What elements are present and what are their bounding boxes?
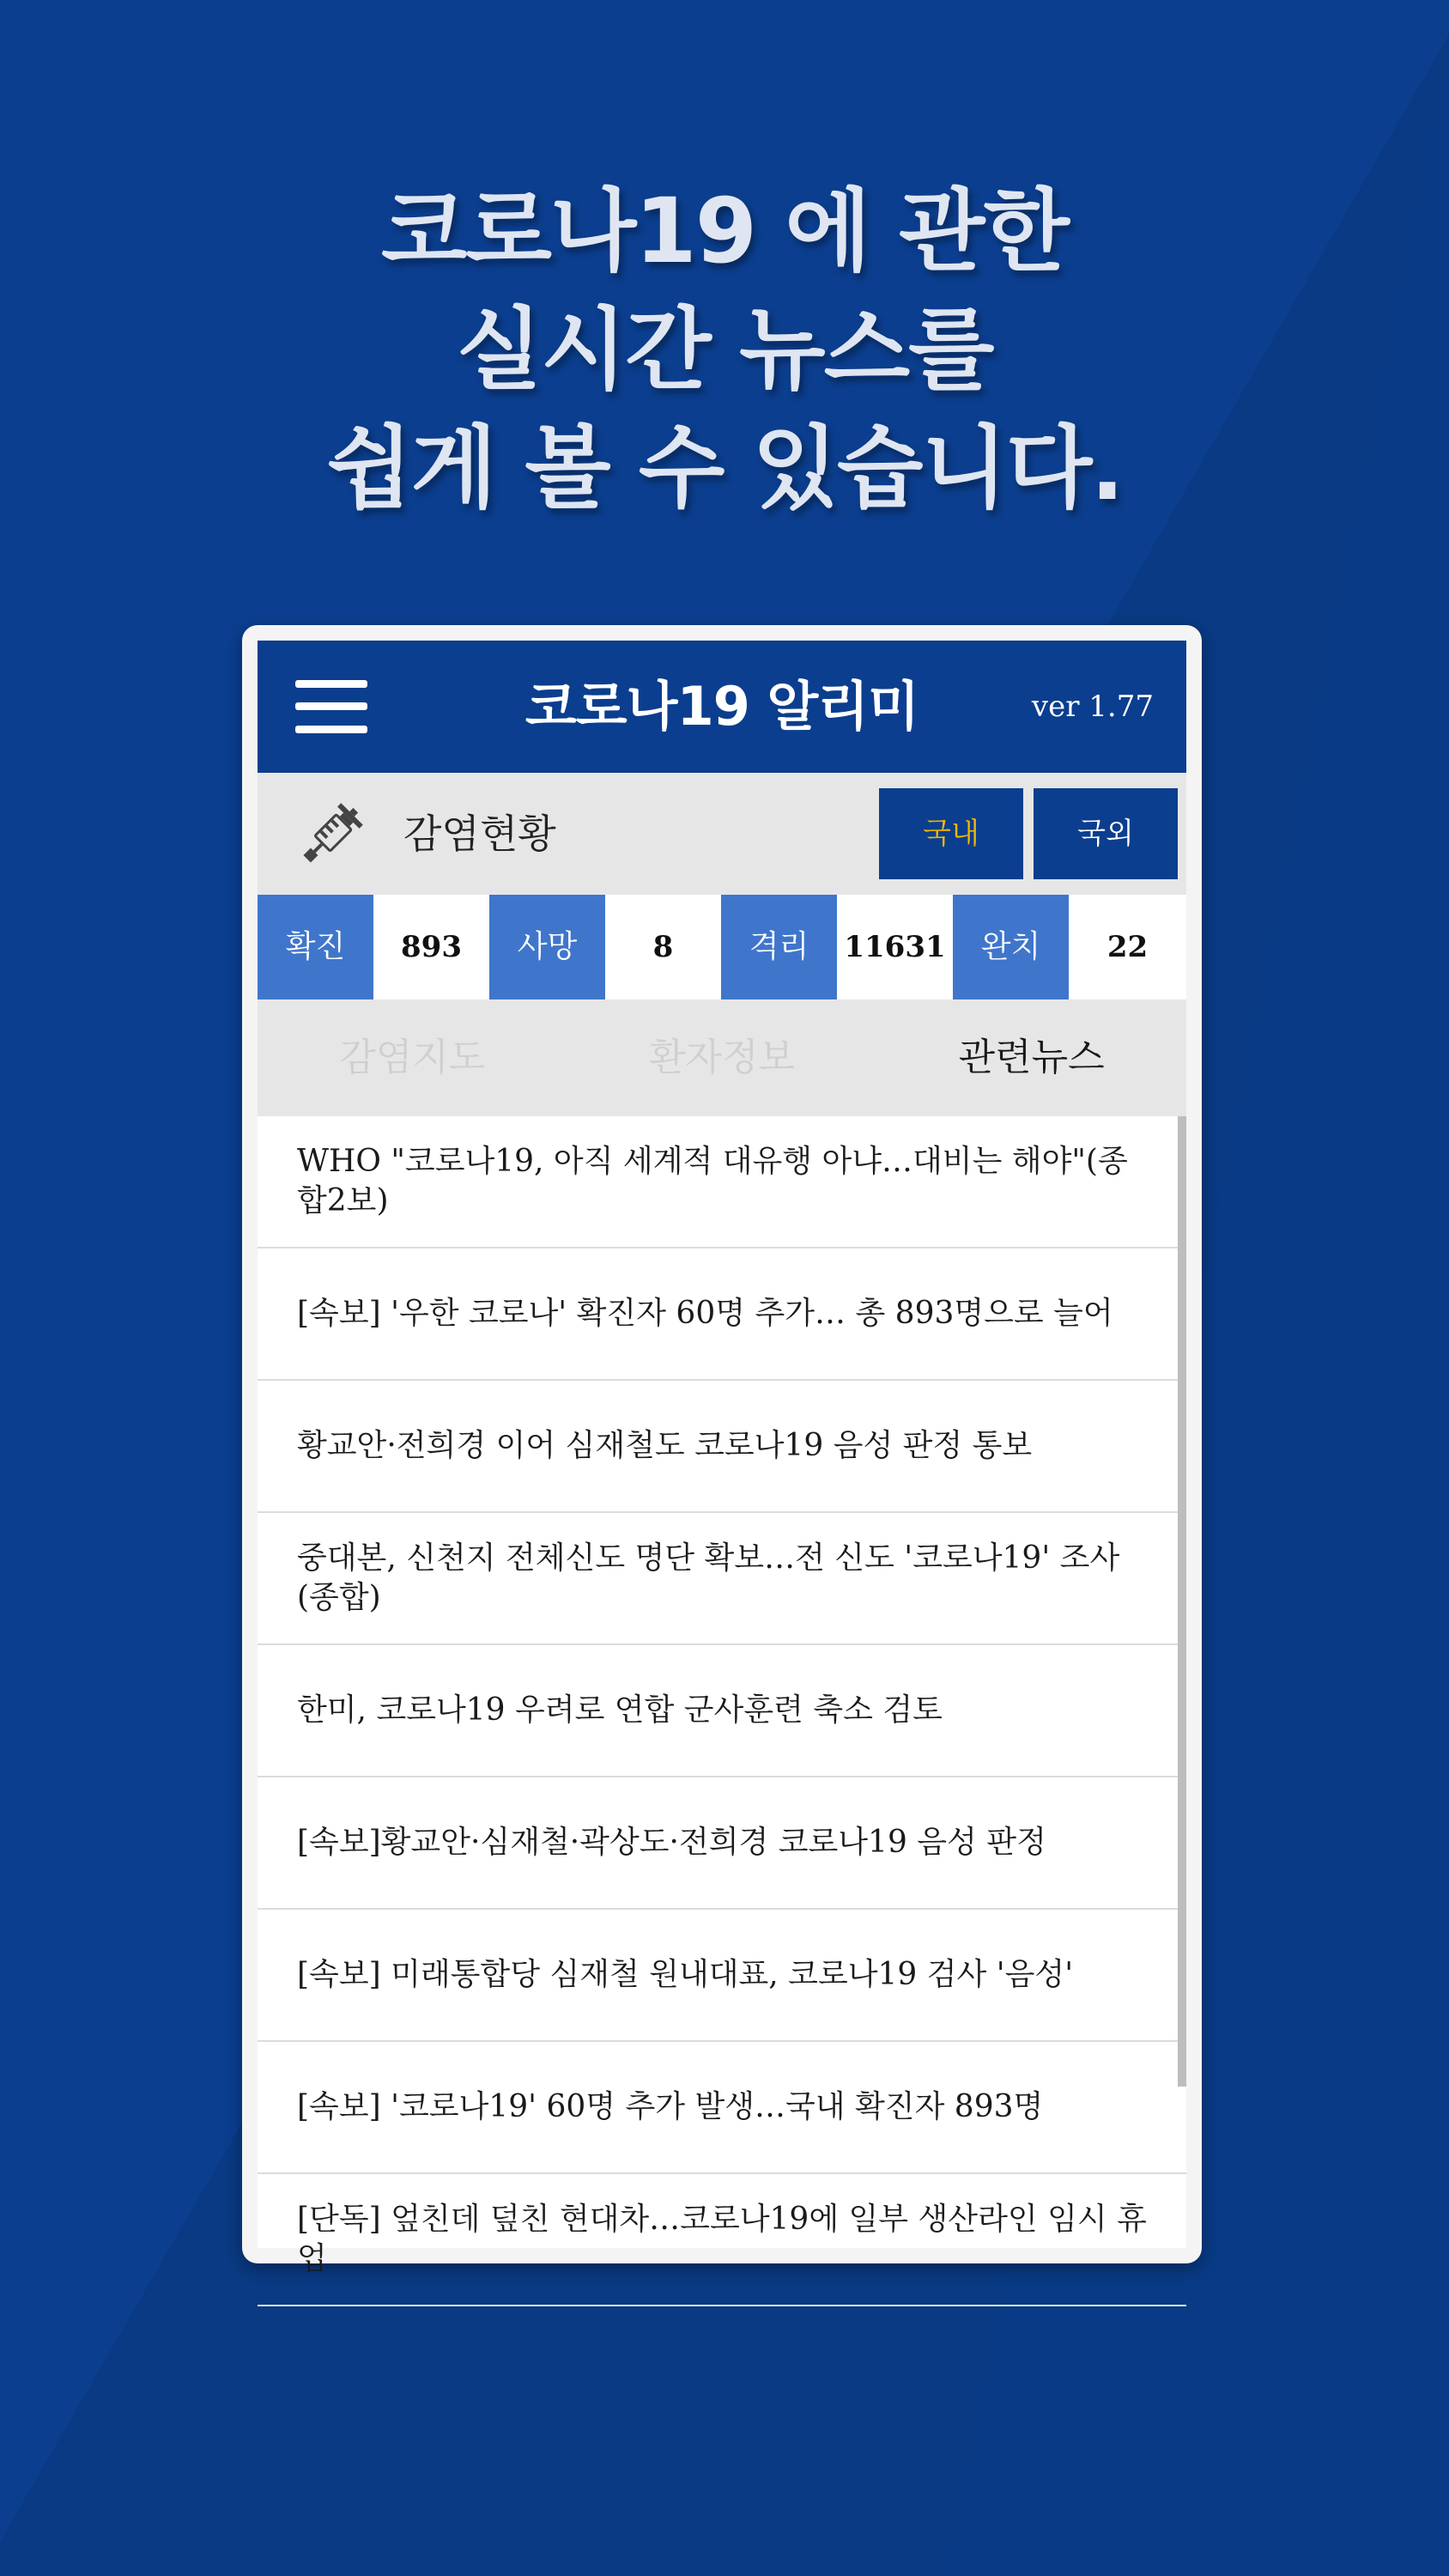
tab-patient-info[interactable]: 환자정보 [649, 1036, 796, 1079]
deaths-label: 사망 [489, 895, 605, 999]
infection-status-bar [258, 773, 1186, 895]
headline-line-1: 코로나19 에 관한 [381, 179, 1068, 283]
phone-frame [242, 625, 1202, 2276]
news-title: 중대본, 신천지 전체신도 명단 확보…전 신도 '코로나19' 조사(종합) [297, 1540, 1120, 1615]
status-title: 감염현황 [403, 811, 556, 857]
news-item[interactable] [258, 2042, 1186, 2174]
news-title: [속보] 미래통합당 심재철 원내대표, 코로나19 검사 '음성' [297, 1957, 1074, 1992]
news-title: [속보] '코로나19' 60명 추가 발생…국내 확진자 893명 [297, 2089, 1044, 2124]
overseas-button[interactable]: 국외 [1034, 788, 1178, 879]
news-list [258, 1116, 1186, 2276]
deaths-value: 8 [605, 895, 721, 999]
news-title: 황교안·전희경 이어 심재철도 코로나19 음성 판정 통보 [297, 1428, 1033, 1463]
confirmed-label: 확진 [258, 895, 373, 999]
hamburger-menu-icon[interactable] [295, 680, 367, 733]
news-title: WHO "코로나19, 아직 세계적 대유행 아냐…대비는 해야"(종합2보) [297, 1144, 1128, 1218]
recovered-label: 완치 [953, 895, 1069, 999]
isolated-value: 11631 [837, 895, 953, 999]
app-version: ver 1.77 [1031, 690, 1154, 724]
news-title: [속보] '우한 코로나' 확진자 60명 추가… 총 893명으로 늘어 [297, 1296, 1113, 1331]
news-item[interactable] [258, 1513, 1186, 1645]
headline-line-3: 쉽게 볼 수 있습니다. [326, 416, 1123, 520]
news-item[interactable] [258, 1910, 1186, 2042]
domestic-button[interactable]: 국내 [879, 788, 1023, 879]
confirmed-value: 893 [373, 895, 489, 999]
news-title: 한미, 코로나19 우려로 연합 군사훈련 축소 검토 [297, 1692, 943, 1728]
news-title: [속보]황교안·심재철·곽상도·전희경 코로나19 음성 판정 [297, 1825, 1046, 1860]
recovered-value: 22 [1069, 895, 1186, 999]
news-item[interactable] [258, 2174, 1186, 2306]
isolated-label: 격리 [721, 895, 837, 999]
news-item[interactable] [258, 1645, 1186, 1777]
app-title: 코로나19 알리미 [524, 675, 919, 738]
app-screen [258, 641, 1186, 2276]
news-item[interactable] [258, 1249, 1186, 1381]
promo-headline [0, 172, 1449, 527]
tab-related-news[interactable]: 관련뉴스 [958, 1036, 1105, 1079]
news-item[interactable] [258, 1381, 1186, 1513]
news-item[interactable] [258, 1777, 1186, 1910]
news-item[interactable] [258, 1116, 1186, 1249]
tab-infection-map[interactable]: 감염지도 [339, 1036, 486, 1079]
content-tabs [258, 999, 1186, 1116]
syringe-icon [295, 799, 367, 871]
headline-line-2: 실시간 뉴스를 [456, 297, 993, 402]
news-scrollbar[interactable] [1178, 1116, 1186, 2087]
app-bar [258, 641, 1186, 773]
stats-row [258, 895, 1186, 999]
news-title: [단독] 엎친데 덮친 현대차…코로나19에 일부 생산라인 임시 휴업 [297, 2202, 1147, 2276]
